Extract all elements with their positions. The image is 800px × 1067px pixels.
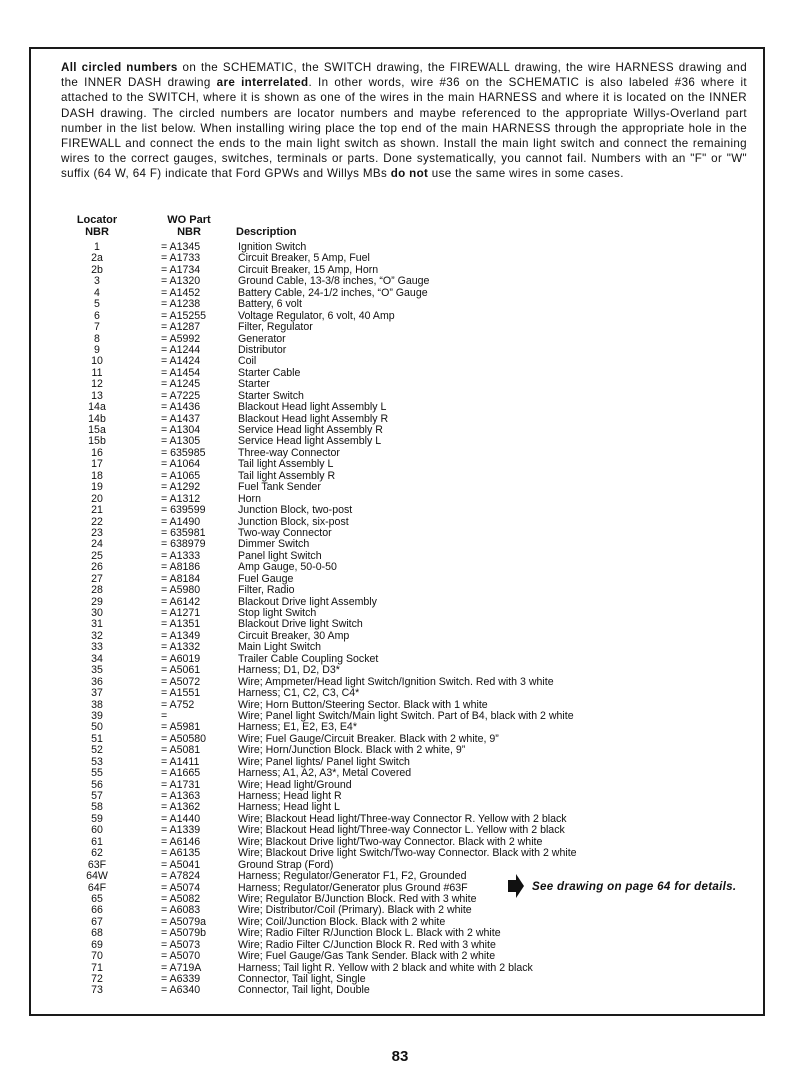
- locator-number: 55: [91, 767, 103, 780]
- wo-part-number: = A5980: [161, 584, 201, 597]
- locator-number: 63F: [87, 858, 107, 871]
- header-description: Description: [236, 225, 297, 238]
- wo-part-number: = A8184: [161, 572, 201, 585]
- wo-part-number: = A1292: [161, 481, 201, 494]
- locator-number: 53: [91, 755, 103, 768]
- note-text: See drawing on page 64 for details.: [532, 879, 737, 893]
- part-description: Amp Gauge, 50-0-50: [238, 561, 337, 574]
- locator-number: 69: [91, 938, 103, 951]
- table-row: [31, 391, 767, 402]
- table-row: [31, 368, 767, 379]
- part-description: Blackout Head light Assembly L: [238, 401, 387, 414]
- locator-number: 70: [91, 950, 103, 963]
- part-description: Circuit Breaker, 30 Amp: [238, 629, 350, 642]
- wo-part-number: = A1287: [161, 321, 201, 334]
- locator-number: 38: [91, 698, 103, 711]
- table-row: [31, 539, 767, 550]
- locator-number: 6: [94, 309, 100, 322]
- locator-number: 25: [91, 549, 103, 562]
- wo-part-number: = A5073: [161, 938, 201, 951]
- wo-part-number: = A15255: [161, 309, 207, 322]
- wo-part-number: = A5981: [161, 721, 201, 734]
- part-description: Connector, Tail light, Double: [238, 984, 370, 997]
- table-row: [31, 619, 767, 630]
- wo-part-number: = A1351: [161, 618, 201, 631]
- header-locator-line1: Locator: [76, 214, 118, 226]
- locator-number: 15b: [88, 435, 106, 448]
- intro-emphasis-interrelated: are interrelated: [216, 76, 309, 90]
- part-description: Wire; Distributor/Coil (Primary). Black with 2 white: [238, 904, 472, 917]
- table-row: [31, 356, 767, 367]
- wo-part-number: = A1244: [161, 343, 201, 356]
- wo-part-number: = 635981: [161, 526, 206, 539]
- intro-text-2: . In other words, wire #36 on the SCHEMATIC is also labeled #36 where it attached to the SWITCH, where it is shown as one of the wires in the main HARNESS and where it is located on the INNER DASH drawing. The circled numbers are locator numbers and maybe referenced to the appropriate Willys-Overland part number in the list below. When installing wiring place the top end of the main HARNESS through the appropriate hole in the FIREWALL and connect the ends to the main light switch as shown. Install the main light switch and connect the remaining wires to the correct gauges, switches, terminals or parts. Done systematically, you cannot fail. Numbers with an "F" or "W" suffix (64 W, 64 F) indicate that Ford GPWs and Willys MBs: [61, 76, 748, 181]
- part-description: Distributor: [238, 343, 287, 356]
- table-row: [31, 379, 767, 390]
- locator-number: 8: [94, 332, 100, 345]
- locator-number: 16: [91, 446, 103, 459]
- wo-part-number: = A6135: [161, 847, 201, 860]
- table-row: [31, 402, 767, 413]
- page-number: 83: [391, 1048, 409, 1065]
- table-row: [31, 448, 767, 459]
- wo-part-number: = A6339: [161, 973, 201, 985]
- part-description: Harness; Head light R: [238, 790, 342, 802]
- wo-part-number: = A1731: [161, 778, 201, 791]
- locator-number: 12: [91, 378, 103, 391]
- table-row: [31, 791, 767, 802]
- table-row: [31, 928, 767, 939]
- part-description: Coil: [238, 355, 257, 368]
- header-wo-part: [149, 215, 229, 238]
- table-row: [31, 711, 767, 722]
- part-description: Battery, 6 volt: [238, 298, 302, 311]
- part-description: Junction Block, two-post: [238, 504, 353, 517]
- locator-number: 58: [91, 801, 103, 814]
- part-description: Two-way Connector: [238, 526, 332, 539]
- wo-part-number: = A5041: [161, 858, 201, 871]
- wo-part-number: = A6142: [161, 595, 201, 608]
- part-description: Battery Cable, 24-1/2 inches, “O” Gauge: [238, 286, 428, 299]
- locator-number: 2a: [91, 252, 103, 265]
- table-row: [31, 425, 767, 436]
- part-description: Harness; C1, C2, C3, C4*: [238, 687, 360, 700]
- locator-number: 9: [94, 343, 100, 356]
- part-description: Fuel Gauge: [238, 572, 294, 585]
- part-description: Circuit Breaker, 15 Amp, Horn: [238, 263, 379, 276]
- table-row: [31, 459, 767, 470]
- part-description: Connector, Tail light, Single: [238, 973, 366, 985]
- locator-number: 65: [91, 892, 103, 905]
- wo-part-number: = A6019: [161, 652, 201, 665]
- header-wo-line2: NBR: [177, 225, 201, 238]
- locator-number: 34: [91, 652, 103, 665]
- part-description: Wire; Head light/Ground: [238, 778, 352, 791]
- part-description: Wire; Horn Button/Steering Sector. Black with 1 white: [238, 698, 488, 711]
- wo-part-number: = A719A: [161, 961, 202, 974]
- locator-number: 14a: [88, 401, 106, 414]
- locator-number: 32: [91, 629, 103, 642]
- wo-part-number: = A1304: [161, 424, 201, 436]
- part-description: Starter Switch: [238, 389, 304, 402]
- table-row: [31, 768, 767, 779]
- table-row: [31, 780, 767, 791]
- wo-part-number: = A1064: [161, 458, 201, 471]
- locator-number: 50: [91, 721, 103, 734]
- wo-part-number: = A1245: [161, 378, 201, 391]
- wo-part-number: = A1436: [161, 401, 201, 414]
- wo-part-number: =: [161, 709, 168, 722]
- wo-part-number: = A5082: [161, 892, 201, 905]
- locator-number: 37: [91, 687, 103, 700]
- part-description: Ignition Switch: [238, 241, 307, 253]
- table-row: [31, 494, 767, 505]
- wo-part-number: = A1345: [161, 241, 201, 253]
- locator-number: 20: [91, 492, 103, 505]
- locator-number: 10: [91, 355, 103, 368]
- wo-part-number: = A1437: [161, 412, 201, 425]
- table-row: [31, 631, 767, 642]
- part-description: Trailer Cable Coupling Socket: [238, 652, 379, 665]
- table-row: [31, 963, 767, 974]
- part-description: Wire; Fuel Gauge/Gas Tank Sender. Black with 2 white: [238, 950, 496, 963]
- locator-number: 7: [94, 321, 100, 334]
- table-row: [31, 482, 767, 493]
- wo-part-number: = A5070: [161, 950, 201, 963]
- part-description: Harness; Regulator/Generator F1, F2, Grounded: [238, 870, 467, 883]
- locator-number: 39: [91, 709, 103, 722]
- part-description: Wire; Fuel Gauge/Circuit Breaker. Black with 2 white, 9”: [238, 732, 499, 745]
- locator-number: 5: [94, 298, 100, 311]
- table-row: [31, 242, 767, 253]
- table-row: [31, 985, 767, 996]
- part-description: Blackout Drive light Switch: [238, 618, 363, 631]
- locator-number: 59: [91, 812, 103, 825]
- wo-part-number: = A1339: [161, 824, 201, 837]
- wo-part-number: = A1312: [161, 492, 201, 505]
- part-description: Wire; Blackout Head light/Three-way Connector R. Yellow with 2 black: [238, 812, 567, 825]
- intro-paragraph: [61, 60, 747, 182]
- part-description: Blackout Drive light Assembly: [238, 595, 377, 608]
- part-description: Harness; A1, A2, A3*, Metal Covered: [238, 767, 412, 780]
- locator-number: 67: [91, 915, 103, 928]
- right-arrow-icon: [508, 874, 524, 898]
- part-description: Wire; Horn/Junction Block. Black with 2 white, 9”: [238, 744, 466, 757]
- locator-number: 19: [91, 481, 103, 494]
- locator-number: 60: [91, 824, 103, 837]
- table-row: [31, 608, 767, 619]
- table-row: [31, 288, 767, 299]
- table-row: [31, 334, 767, 345]
- locator-number: 66: [91, 904, 103, 917]
- locator-number: 28: [91, 584, 103, 597]
- locator-number: 64F: [87, 881, 107, 894]
- part-description: Three-way Connector: [238, 446, 340, 459]
- part-description: Wire; Blackout Drive light/Two-way Connector. Black with 2 white: [238, 835, 543, 848]
- header-locator: [63, 215, 131, 238]
- locator-number: 71: [91, 961, 103, 974]
- locator-number: 35: [91, 664, 103, 677]
- part-description: Wire; Radio Filter R/Junction Block L. Black with 2 white: [238, 927, 501, 940]
- table-row: [31, 436, 767, 447]
- part-description: Harness; Regulator/Generator plus Ground #63F: [238, 881, 468, 894]
- part-description: Harness; Tail light R. Yellow with 2 black and white with 2 black: [238, 961, 533, 974]
- locator-number: 64W: [86, 870, 108, 883]
- header-wo-line1: WO Part: [167, 214, 211, 226]
- wo-part-number: = A5074: [161, 881, 201, 894]
- table-row: [31, 642, 767, 653]
- part-description: Filter, Regulator: [238, 321, 313, 334]
- table-row: [31, 311, 767, 322]
- wo-part-number: = A6340: [161, 984, 201, 997]
- part-description: Harness; E1, E2, E3, E4*: [238, 721, 357, 734]
- wo-part-number: = A8186: [161, 561, 201, 574]
- part-description: Dimmer Switch: [238, 538, 310, 551]
- locator-number: 31: [91, 618, 103, 631]
- table-row: [31, 974, 767, 985]
- part-description: Circuit Breaker, 5 Amp, Fuel: [238, 252, 370, 265]
- locator-number: 23: [91, 526, 103, 539]
- table-row: [31, 322, 767, 333]
- table-row: [31, 299, 767, 310]
- locator-number: 13: [91, 389, 103, 402]
- part-description: Tail light Assembly R: [238, 469, 336, 482]
- part-description: Wire; Ampmeter/Head light Switch/Ignition Switch. Red with 3 white: [238, 675, 554, 688]
- table-row: [31, 253, 767, 264]
- wo-part-number: = A752: [161, 698, 195, 711]
- locator-number: 11: [91, 366, 103, 379]
- part-description: Wire; Blackout Drive light Switch/Two-way Connector. Black with 2 white: [238, 847, 577, 860]
- wo-part-number: = A1733: [161, 252, 201, 265]
- table-row: [31, 551, 767, 562]
- table-row: [31, 574, 767, 585]
- locator-number: 2b: [91, 263, 103, 276]
- wo-part-number: = A7225: [161, 389, 201, 402]
- table-row: [31, 745, 767, 756]
- part-description: Filter, Radio: [238, 584, 295, 597]
- part-description: Main Light Switch: [238, 641, 322, 654]
- wo-part-number: = A1065: [161, 469, 201, 482]
- wo-part-number: = A1305: [161, 435, 201, 448]
- locator-number: 21: [91, 504, 103, 517]
- locator-number: 18: [91, 469, 103, 482]
- part-description: Service Head light Assembly R: [238, 424, 383, 436]
- part-description: Ground Cable, 13-3/8 inches, “O” Gauge: [238, 275, 430, 288]
- locator-number: 51: [91, 732, 103, 745]
- table-row: [31, 471, 767, 482]
- part-description: Voltage Regulator, 6 volt, 40 Amp: [238, 309, 395, 322]
- locator-number: 62: [91, 847, 103, 860]
- table-row: [31, 688, 767, 699]
- locator-number: 72: [91, 973, 103, 985]
- wo-part-number: = A5081: [161, 744, 201, 757]
- part-description: Wire; Panel lights/ Panel light Switch: [238, 755, 410, 768]
- table-row: [31, 654, 767, 665]
- table-row: [31, 951, 767, 962]
- locator-number: 30: [91, 607, 103, 619]
- locator-number: 22: [91, 515, 103, 528]
- wo-part-number: = A1452: [161, 286, 201, 299]
- drawing-reference-note: [508, 873, 736, 899]
- wo-part-number: = A1490: [161, 515, 201, 528]
- wo-part-number: = A6083: [161, 904, 201, 917]
- part-description: Wire; Regulator B/Junction Block. Red with 3 white: [238, 892, 477, 905]
- wo-part-number: = A1454: [161, 366, 201, 379]
- part-description: Tail light Assembly L: [238, 458, 334, 471]
- wo-part-number: = 635985: [161, 446, 206, 459]
- wo-part-number: = A5072: [161, 675, 201, 688]
- part-description: Wire; Coil/Junction Block. Black with 2 white: [238, 915, 446, 928]
- table-row: [31, 597, 767, 608]
- part-description: Wire; Panel light Switch/Main light Switch. Part of B4, black with 2 white: [238, 709, 574, 722]
- intro-emphasis-circled: All circled numbers: [61, 61, 178, 74]
- wo-part-number: = A1238: [161, 298, 201, 311]
- wo-part-number: = A5061: [161, 664, 201, 677]
- part-description: Harness; Head light L: [238, 801, 340, 814]
- locator-number: 68: [91, 927, 103, 940]
- wo-part-number: = A1271: [161, 607, 201, 619]
- wo-part-number: = A1551: [161, 687, 201, 700]
- part-description: Harness; D1, D2, D3*: [238, 664, 340, 677]
- content-frame: [29, 47, 765, 1016]
- wo-part-number: = 639599: [161, 504, 206, 517]
- locator-number: 57: [91, 790, 103, 802]
- part-description: Blackout Head light Assembly R: [238, 412, 389, 425]
- wo-part-number: = A5079b: [161, 927, 207, 940]
- part-description: Service Head light Assembly L: [238, 435, 382, 448]
- part-description: Starter: [238, 378, 270, 391]
- part-description: Stop light Switch: [238, 607, 317, 619]
- wo-part-number: = 638979: [161, 538, 206, 551]
- part-description: Fuel Tank Sender: [238, 481, 321, 494]
- table-row: [31, 562, 767, 573]
- part-description: Wire; Radio Filter C/Junction Block R. Red with 3 white: [238, 938, 496, 951]
- locator-number: 17: [91, 458, 103, 471]
- table-row: [31, 677, 767, 688]
- wo-part-number: = A6146: [161, 835, 201, 848]
- header-locator-line2: NBR: [85, 225, 109, 238]
- wo-part-number: = A1349: [161, 629, 201, 642]
- wo-part-number: = A1362: [161, 801, 201, 814]
- locator-number: 15a: [88, 424, 106, 436]
- table-row: [31, 345, 767, 356]
- part-description: Wire; Blackout Head light/Three-way Connector L. Yellow with 2 black: [238, 824, 565, 837]
- locator-number: 27: [91, 572, 103, 585]
- locator-number: 14b: [88, 412, 106, 425]
- table-row: [31, 505, 767, 516]
- locator-number: 26: [91, 561, 103, 574]
- table-row: [31, 585, 767, 596]
- wo-part-number: = A1411: [161, 755, 200, 768]
- locator-number: 24: [91, 538, 103, 551]
- wo-part-number: = A5992: [161, 332, 201, 345]
- locator-number: 33: [91, 641, 103, 654]
- intro-text-3: use the same wires in some cases.: [428, 167, 624, 181]
- part-description: Panel light Switch: [238, 549, 322, 562]
- intro-emphasis-do-not: do not: [390, 167, 429, 181]
- table-row: [31, 528, 767, 539]
- wo-part-number: = A1424: [161, 355, 201, 368]
- wo-part-number: = A1320: [161, 275, 201, 288]
- part-description: Ground Strap (Ford): [238, 858, 334, 871]
- part-description: Junction Block, six-post: [238, 515, 349, 528]
- locator-number: 36: [91, 675, 103, 688]
- wo-part-number: = A5079a: [161, 915, 207, 928]
- locator-number: 1: [94, 241, 100, 253]
- wo-part-number: = A1363: [161, 790, 201, 802]
- part-description: Generator: [238, 332, 286, 345]
- locator-number: 56: [91, 778, 103, 791]
- wo-part-number: = A1734: [161, 263, 201, 276]
- wo-part-number: = A1665: [161, 767, 201, 780]
- locator-number: 73: [91, 984, 103, 997]
- part-description: Horn: [238, 492, 261, 505]
- table-row: [31, 517, 767, 528]
- locator-number: 4: [94, 286, 100, 299]
- locator-number: 61: [91, 835, 103, 848]
- intro-text-1: on the SCHEMATIC, the SWITCH drawing, the FIREWALL drawing, the wire HARNESS drawing and the INNER DASH drawing: [61, 61, 748, 90]
- wo-part-number: = A1333: [161, 549, 201, 562]
- wo-part-number: = A7824: [161, 870, 201, 883]
- table-row: [31, 414, 767, 425]
- locator-number: 52: [91, 744, 103, 757]
- wo-part-number: = A50580: [161, 732, 207, 745]
- part-description: Starter Cable: [238, 366, 301, 379]
- wo-part-number: = A1332: [161, 641, 201, 654]
- wo-part-number: = A1440: [161, 812, 201, 825]
- locator-number: 29: [91, 595, 103, 608]
- table-row: [31, 848, 767, 859]
- table-row: [31, 665, 767, 676]
- locator-number: 3: [94, 275, 100, 288]
